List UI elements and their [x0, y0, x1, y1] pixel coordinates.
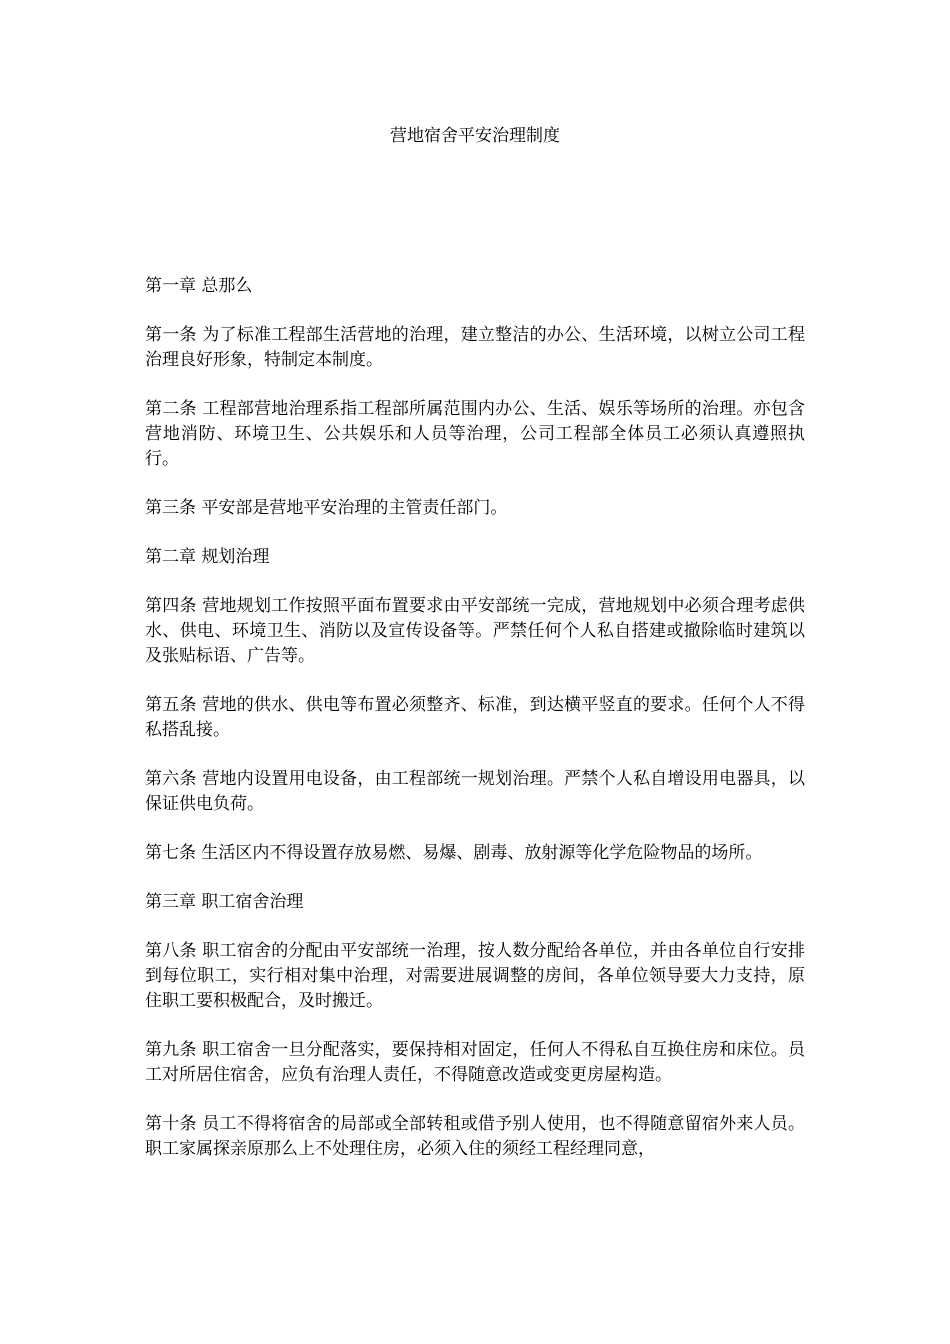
document-title: 营地宿舍平安治理制度: [390, 126, 560, 146]
article-paragraph: 第二条 工程部营地治理系指工程部所属范围内办公、生活、娱乐等场所的治理。亦包含营地消防、环境卫生、公共娱乐和人员等治理，公司工程部全体员工必须认真遵照执行。: [145, 399, 805, 469]
article-paragraph: 第四条 营地规划工作按照平面布置要求由平安部统一完成，营地规划中必须合理考虑供水、供电、环境卫生、消防以及宣传设备等。严禁任何个人私自搭建或撤除临时建筑以及张贴标语、广告等。: [145, 596, 805, 666]
article-paragraph: 第三条 平安部是营地平安治理的主管责任部门。: [145, 498, 508, 518]
article-paragraph: 第六条 营地内设置用电设备，由工程部统一规划治理。严禁个人私自增设用电器具，以保证供电负荷。: [145, 769, 805, 814]
chapter-heading: 第三章 职工宿舍治理: [145, 892, 304, 912]
article-paragraph: 第八条 职工宿舍的分配由平安部统一治理，按人数分配给各单位，并由各单位自行安排到每位职工，实行相对集中治理，对需要进展调整的房间，各单位领导要大力支持，原住职工要积极配合，及时搬迁。: [145, 941, 805, 1011]
document-body: [145, 274, 805, 1186]
article-paragraph: 第五条 营地的供水、供电等布置必须整齐、标准，到达横平竖直的要求。任何个人不得私搭乱接。: [145, 695, 805, 740]
chapter-heading: 第一章 总那么: [145, 276, 253, 296]
article-paragraph: 第九条 职工宿舍一旦分配落实，要保持相对固定，任何人不得私自互换住房和床位。员工对所居住宿舍，应负有治理人责任，不得随意改造或变更房屋构造。: [145, 1040, 805, 1085]
article-paragraph: 第七条 生活区内不得设置存放易燃、易爆、剧毒、放射源等化学危险物品的场所。: [145, 843, 763, 863]
chapter-heading: 第二章 规划治理: [145, 547, 270, 567]
article-paragraph: 第十条 员工不得将宿舍的局部或全部转租或借予别人使用，也不得随意留宿外来人员。职工家属探亲原那么上不处理住房，必须入住的须经工程经理同意，: [145, 1114, 805, 1159]
article-paragraph: 第一条 为了标准工程部生活营地的治理，建立整洁的办公、生活环境，以树立公司工程治理良好形象，特制定本制度。: [145, 325, 805, 370]
